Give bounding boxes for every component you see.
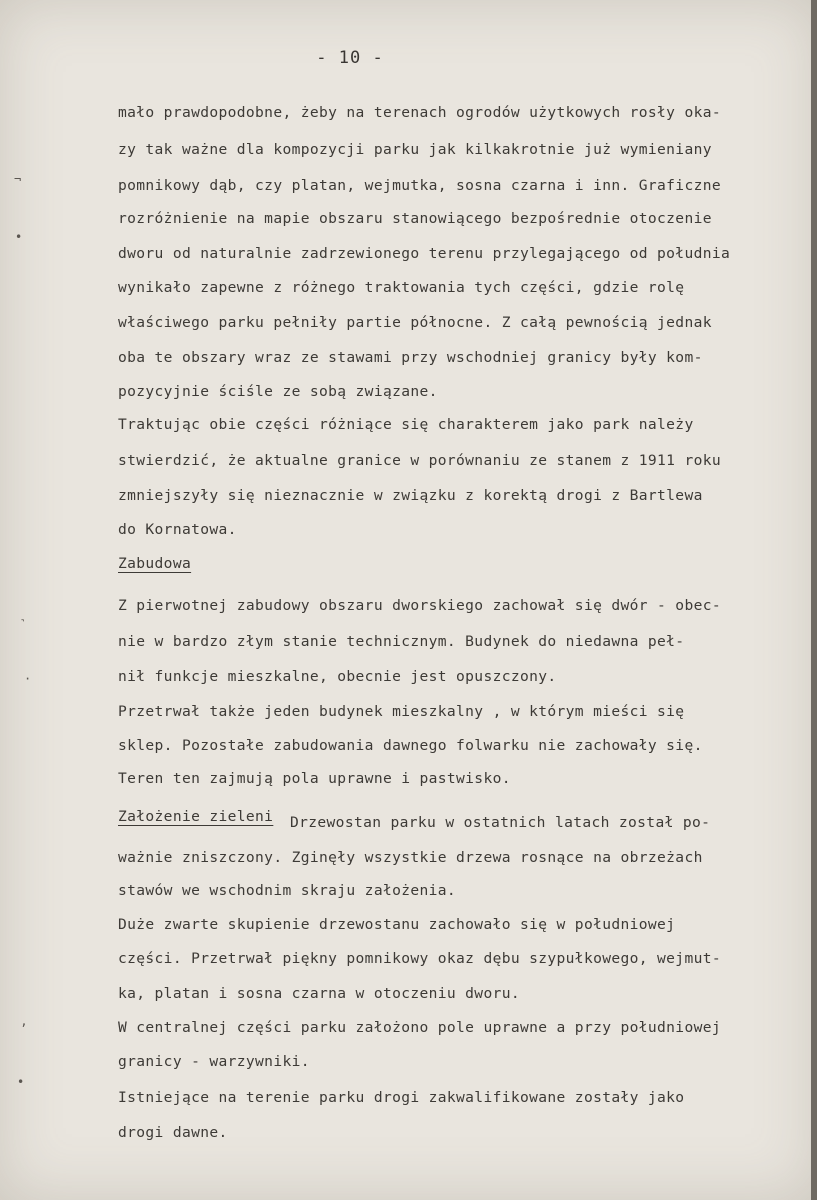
- text-line: pomnikowy dąb, czy platan, wejmutka, sosna czarna i inn. Graficzne: [118, 177, 721, 194]
- text-line: ka, platan i sosna czarna w otoczeniu dworu.: [118, 985, 520, 1002]
- text-line: nił funkcje mieszkalne, obecnie jest opuszczony.: [118, 668, 557, 685]
- text-line: rozróżnienie na mapie obszaru stanowiącego bezpośrednie otoczenie: [118, 210, 712, 227]
- text-line: Duże zwarte skupienie drzewostanu zachowało się w południowej: [118, 916, 676, 933]
- text-line: stwierdzić, że aktualne granice w porównaniu ze stanem z 1911 roku: [118, 452, 721, 469]
- text-line: do Kornatowa.: [118, 521, 237, 538]
- text-line: mało prawdopodobne, żeby na terenach ogrodów użytkowych rosły oka-: [118, 104, 721, 121]
- text-line: ważnie zniszczony. Zginęły wszystkie drzewa rosnące na obrzeżach: [118, 849, 703, 866]
- margin-mark: ʼ: [20, 1022, 28, 1036]
- section-heading-zabudowa: Zabudowa: [118, 555, 192, 572]
- text-line: pozycyjnie ściśle ze sobą związane.: [118, 383, 438, 400]
- margin-mark: •: [17, 1075, 25, 1089]
- text-line: stawów we wschodnim skraju założenia.: [118, 882, 457, 899]
- margin-mark: ˺: [19, 617, 27, 631]
- text-line: oba te obszary wraz ze stawami przy wschodniej granicy były kom-: [118, 349, 703, 366]
- text-line: właściwego parku pełniły partie północne. Z całą pewnością jednak: [118, 314, 712, 331]
- margin-mark: ¬: [14, 172, 22, 186]
- text-line: dworu od naturalnie zadrzewionego terenu przylegającego od południa: [118, 245, 731, 262]
- section-heading-zalozenie-zieleni: Założenie zieleni: [118, 808, 274, 825]
- text-line: Z pierwotnej zabudowy obszaru dworskiego zachował się dwór - obec-: [118, 597, 721, 614]
- page-number: - 10 -: [316, 48, 384, 68]
- text-line: Drzewostan parku w ostatnich latach został po-: [290, 814, 711, 831]
- text-line: Przetrwał także jeden budynek mieszkalny , w którym mieści się: [118, 703, 685, 720]
- text-line: zy tak ważne dla kompozycji parku jak kilkakrotnie już wymieniany: [118, 141, 712, 158]
- text-line: wynikało zapewne z różnego traktowania tych części, gdzie rolę: [118, 279, 685, 296]
- text-line: granicy - warzywniki.: [118, 1053, 310, 1070]
- text-line: Traktując obie części różniące się charakterem jako park należy: [118, 416, 694, 433]
- text-line: sklep. Pozostałe zabudowania dawnego folwarku nie zachowały się.: [118, 737, 703, 754]
- text-line: zmniejszyły się nieznacznie w związku z korektą drogi z Bartlewa: [118, 487, 703, 504]
- text-line: nie w bardzo złym stanie technicznym. Budynek do niedawna peł-: [118, 633, 685, 650]
- text-line: części. Przetrwał piękny pomnikowy okaz dębu szypułkowego, wejmut-: [118, 950, 721, 967]
- text-line: drogi dawne.: [118, 1124, 228, 1141]
- text-line: Teren ten zajmują pola uprawne i pastwisko.: [118, 770, 511, 787]
- text-line: Istniejące na terenie parku drogi zakwalifikowane zostały jako: [118, 1089, 685, 1106]
- margin-mark: ·: [24, 672, 32, 686]
- scan-edge: [811, 0, 817, 1200]
- margin-mark: •: [15, 230, 23, 244]
- text-line: W centralnej części parku założono pole uprawne a przy południowej: [118, 1019, 721, 1036]
